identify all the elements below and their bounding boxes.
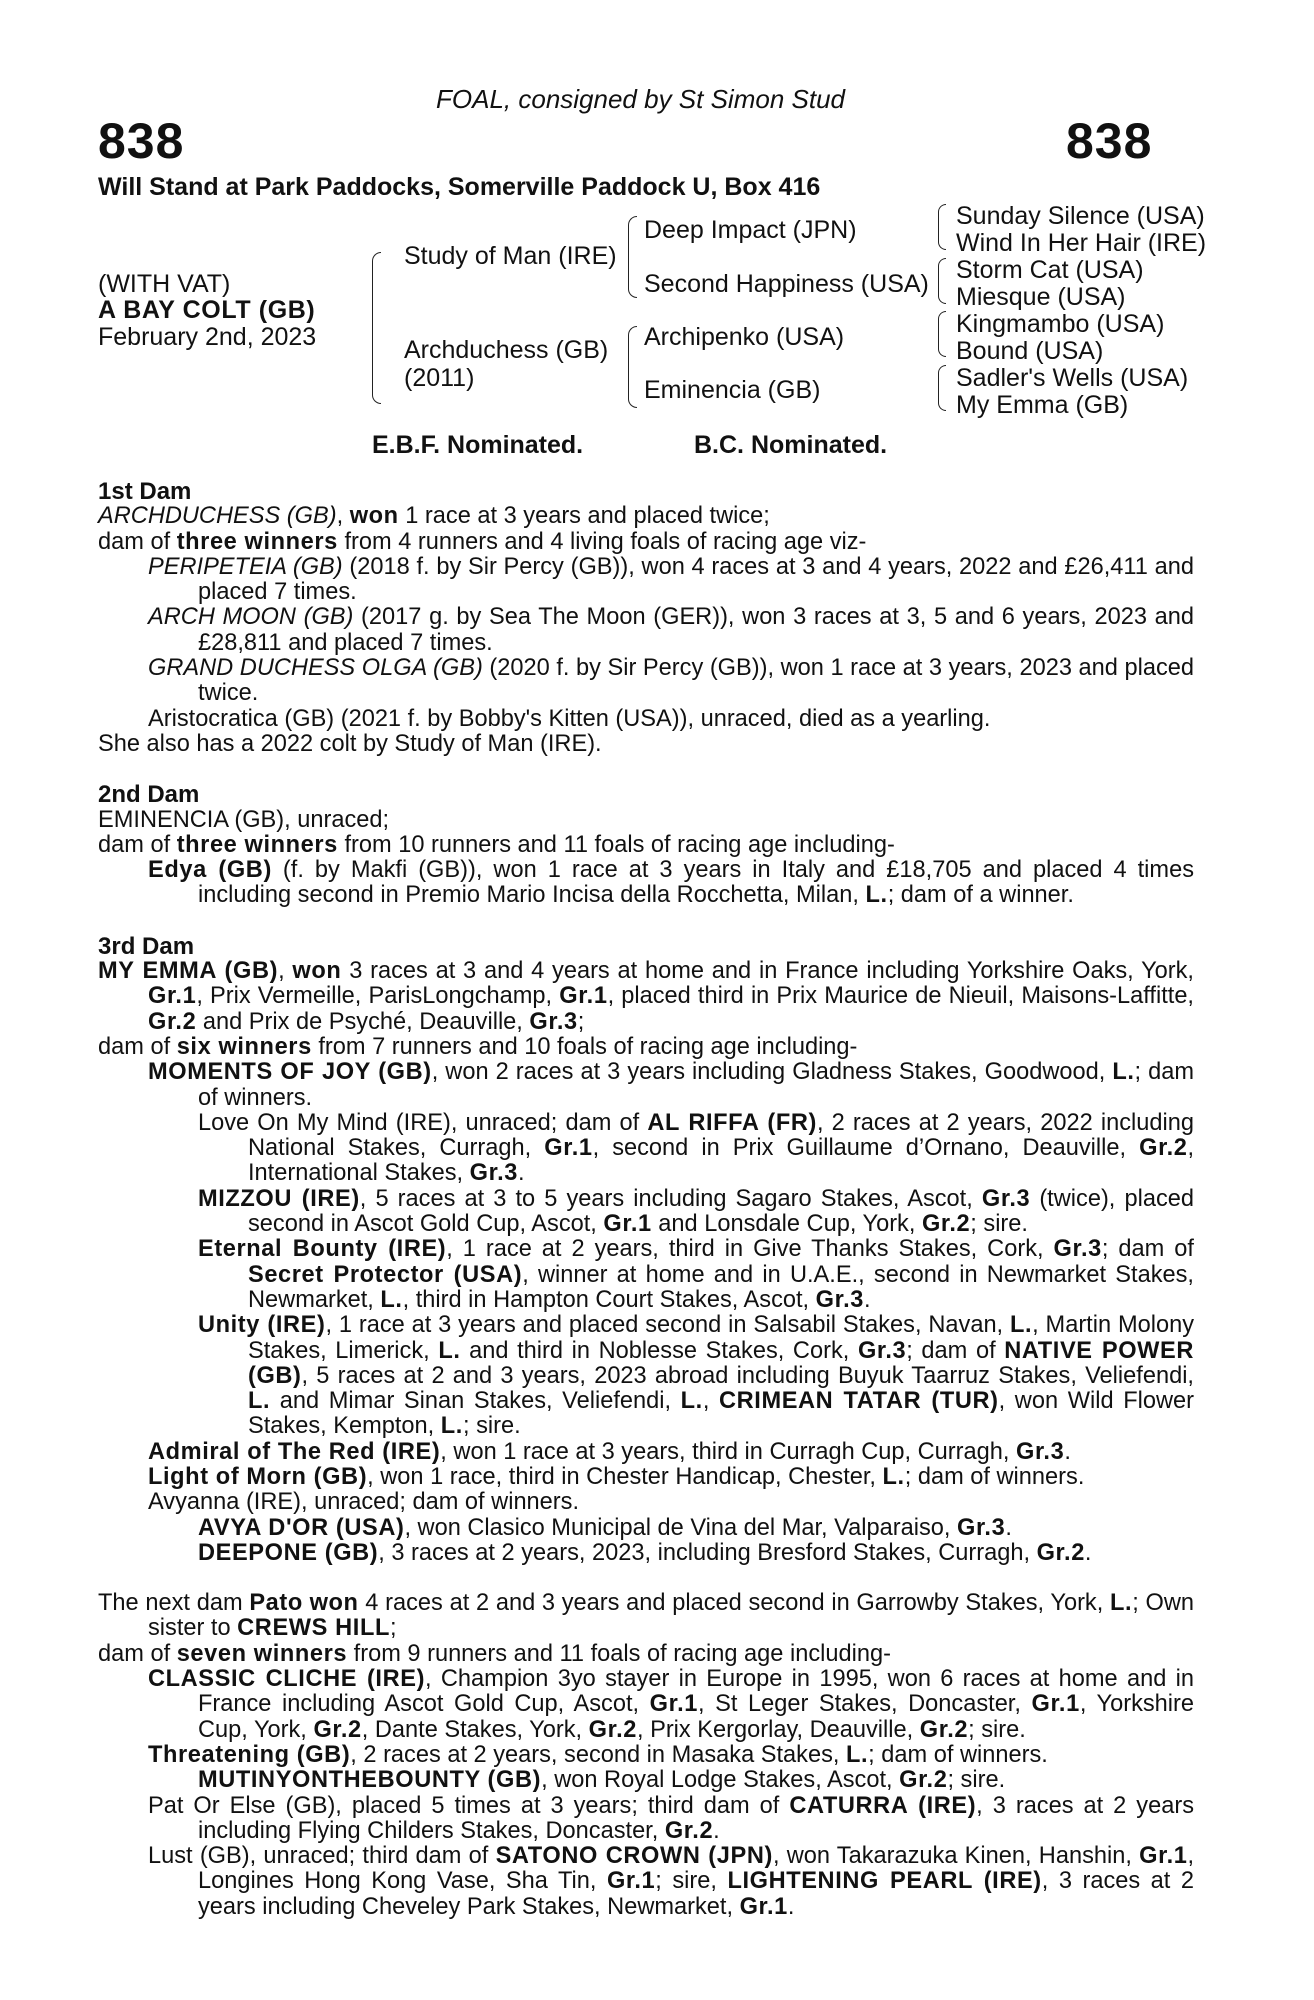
produce-mutinyonthebounty [98, 1768, 1194, 1793]
text: , won Wild Flower Stakes, Kempton, [248, 1388, 1194, 1440]
produce-mizzou [98, 1187, 1194, 1238]
text: Love On My Mind (IRE), unraced; dam of [198, 1109, 648, 1136]
second-dam-heading: 2nd Dam [98, 781, 200, 809]
first-dam-line: ARCHDUCHESS (GB), won 1 race at 3 years and placed twice; [98, 503, 770, 530]
lot-number-right: 838 [1066, 113, 1153, 169]
second-dam-line: EMINENCIA (GB), unraced; [98, 806, 390, 833]
produce-moments-of-joy [98, 1060, 1194, 1111]
stand-line: Will Stand at Park Paddocks, Somerville Paddock U, Box 416 [98, 173, 821, 201]
listed-tag: L. [882, 1463, 905, 1490]
produce-name: Edya (GB) [148, 857, 272, 884]
group-tag: Gr.1 [148, 983, 197, 1010]
text: , won Clasico Municipal de Vina del Mar, Valparaiso, [404, 1514, 957, 1541]
produce-name: Threatening (GB) [148, 1741, 351, 1768]
text: , second in Prix Guillaume d’Ornano, Deauville, [592, 1135, 1140, 1162]
produce-name: AVYA D'OR (USA) [198, 1514, 405, 1541]
text: dam of [98, 1640, 177, 1667]
pedigree-sss: Sunday Silence (USA) [956, 202, 1205, 230]
produce-name: MUTINYONTHEBOUNTY (GB) [198, 1767, 542, 1794]
third-dam-name: MY EMMA (GB) [98, 958, 279, 985]
produce-name: Admiral of The Red (IRE) [148, 1438, 441, 1465]
listed-tag: L. [1009, 1312, 1033, 1339]
text: and third in Noblesse Stakes, Cork, [460, 1337, 858, 1364]
second-dam-produce-line [98, 833, 1194, 858]
pedigree-sire-sire: Deep Impact (JPN) [644, 216, 857, 244]
text: , won 1 race, third in Chester Handicap, Chester, [367, 1463, 883, 1490]
group-tag: Gr.3 [957, 1514, 1006, 1541]
text: , 1 race at 2 years, third in Give Thanks Stakes, Cork, [446, 1236, 1054, 1263]
produce-name: Unity (IRE) [198, 1312, 326, 1339]
text: ; dam of winners. [904, 1463, 1085, 1490]
group-tag: Gr.3 [1053, 1236, 1102, 1263]
winners-count: three winners [176, 831, 338, 858]
produce-threatening [98, 1743, 1194, 1768]
text: , Champion 3yo stayer in Europe in 1995, won 6 races at home and in France including Ascot Gold Cup, Ascot, [198, 1666, 1195, 1718]
group-tag: Gr.2 [1036, 1539, 1085, 1566]
text: , Martin Molony Stakes, Limerick, [248, 1312, 1194, 1364]
text: , Dante Stakes, York, [361, 1716, 589, 1743]
produce-eternal-bounty [98, 1237, 1194, 1313]
text: . [1084, 1539, 1092, 1566]
text: Lust (GB), unraced; third dam of [148, 1843, 496, 1870]
text: (twice), placed second in Ascot Gold Cup, Ascot, [248, 1185, 1194, 1238]
lot-number-left: 838 [98, 113, 185, 169]
first-dam-also: She also has a 2022 colt by Study of Man (IRE). [98, 730, 602, 757]
produce-name: AL RIFFA (FR) [647, 1109, 817, 1136]
produce-name: Eternal Bounty (IRE) [198, 1236, 447, 1263]
text: and Mimar Sinan Stakes, Veliefendi, [270, 1388, 681, 1415]
group-tag: Gr.3 [857, 1337, 907, 1364]
group-tag: Gr.1 [1139, 1843, 1188, 1870]
first-dam-heading: 1st Dam [98, 478, 192, 505]
text: ; dam of [1101, 1236, 1194, 1263]
third-dam-produce-line [98, 1035, 1194, 1060]
text: ; sire. [462, 1413, 521, 1440]
listed-tag: L. [440, 1413, 463, 1440]
next-dam-produce-line [98, 1642, 1194, 1667]
text: , winner at home and in U.A.E., second in Newmarket Stakes, Newmarket, [248, 1261, 1194, 1313]
produce-name: MIZZOU (IRE) [198, 1185, 360, 1212]
group-tag: Gr.1 [603, 1211, 652, 1238]
text: The next dam [98, 1590, 250, 1617]
text: , 3 races at 2 years, 2023, including Bresford Stakes, Curragh, [378, 1539, 1037, 1566]
produce-name: DEEPONE (GB) [198, 1539, 379, 1566]
text: . [1005, 1514, 1012, 1541]
produce-record: (2020 f. by Sir Percy (GB)), won 1 race at 3 years, 2023 and placed twice. [198, 655, 1194, 707]
produce-lust [98, 1844, 1194, 1920]
text: , Prix Vermeille, ParisLongchamp, [196, 983, 560, 1010]
produce-record: (2017 g. by Sea The Moon (GER)), won 3 races at 3, 5 and 6 years, 2023 and £28,811 and placed 7 times. [198, 604, 1194, 656]
listed-tag: L. [380, 1286, 403, 1313]
group-tag: Gr.2 [664, 1817, 714, 1844]
text: , Prix Kergorlay, Deauville, [636, 1716, 920, 1743]
text: . [517, 1160, 525, 1187]
pedigree-sds: Storm Cat (USA) [956, 256, 1144, 284]
text: , 2 races at 2 years, second in Masaka Stakes, [350, 1741, 846, 1768]
text: , 3 races at 2 years including Flying Childers Stakes, Doncaster, [198, 1792, 1194, 1844]
group-tag: Gr.1 [739, 1893, 788, 1920]
text: (f. by Makfi (GB)), won 1 race at 3 years in Italy and £18,705 and placed 4 times including second in Premio Mario Incisa della Rocchetta, Milan, [198, 857, 1194, 909]
catalogue-body [98, 479, 1194, 1920]
group-tag: Gr.2 [921, 1211, 971, 1238]
pedigree-dam: Archduchess (GB) [404, 336, 609, 364]
group-tag: Gr.2 [313, 1716, 362, 1743]
produce-name: MOMENTS OF JOY (GB) [148, 1059, 432, 1086]
group-tag: Gr.1 [649, 1691, 698, 1718]
pedigree-dam-year: (2011) [404, 364, 475, 392]
listed-tag: L. [680, 1388, 703, 1415]
text: from 9 runners and 11 foals of racing age including- [347, 1640, 891, 1667]
pedigree-dss: Kingmambo (USA) [956, 310, 1165, 338]
text: . [713, 1817, 720, 1844]
text: , 5 races at 3 to 5 years including Sagaro Stakes, Ascot, [359, 1185, 982, 1212]
next-dam-line [98, 1591, 1194, 1642]
produce-name: ARCH MOON (GB) [148, 604, 354, 631]
vat-label: (WITH VAT) [98, 270, 231, 298]
text: ; sire, [655, 1868, 728, 1895]
text: ; Own sister to [148, 1590, 1194, 1642]
produce-name: PERIPETEIA (GB) [148, 553, 343, 580]
group-tag: Gr.2 [588, 1716, 637, 1743]
text: 3 races at 3 and 4 years at home and in France including Yorkshire Oaks, York, [341, 958, 1194, 985]
pedigree-ddd: My Emma (GB) [956, 391, 1129, 419]
produce-name: SATONO CROWN (JPN) [495, 1843, 773, 1870]
pedigree-dam-sire: Archipenko (USA) [644, 323, 845, 351]
group-tag: Gr.1 [1031, 1691, 1080, 1718]
text: ; dam of winners. [868, 1741, 1048, 1768]
pedigree-brace-ds [938, 311, 946, 357]
text: , Yorkshire Cup, York, [198, 1691, 1194, 1743]
pedigree-brace-main [372, 252, 381, 404]
winners-count: seven winners [176, 1640, 348, 1667]
group-tag: Gr.3 [1016, 1438, 1065, 1465]
listed-tag: L. [1110, 1590, 1133, 1617]
produce-edya [98, 858, 1194, 909]
text: , International Stakes, [248, 1135, 1195, 1187]
pedigree-sire-dam: Second Happiness (USA) [644, 270, 929, 298]
text: , won Takarazuka Kinen, Hanshin, [772, 1843, 1140, 1870]
produce-deepone [98, 1541, 1194, 1566]
pedigree-brace-dd [938, 365, 946, 411]
text: ; sire. [970, 1211, 1028, 1238]
group-tag: Gr.3 [469, 1160, 518, 1187]
text: . [787, 1893, 795, 1920]
winners-count: three winners [176, 528, 338, 555]
text: . [1064, 1438, 1071, 1465]
produce-light-of-morn [98, 1465, 1194, 1490]
text: , 1 race at 3 years and placed second in Salsabil Stakes, Navan, [325, 1312, 1010, 1339]
group-tag: Gr.3 [815, 1286, 864, 1313]
text: ; sire. [968, 1716, 1026, 1743]
listed-tag: L. [1112, 1059, 1135, 1086]
produce-grand-duchess-olga [98, 656, 1194, 707]
first-dam-name: ARCHDUCHESS (GB) [98, 503, 337, 530]
text: , won 2 races at 3 years including Gladness Stakes, Goodwood, [431, 1059, 1113, 1086]
produce-name: CRIMEAN TATAR (TUR) [719, 1388, 999, 1415]
text: and Lonsdale Cup, York, [651, 1211, 922, 1238]
text: ; [577, 1008, 585, 1035]
text: from 7 runners and 10 foals of racing age including- [311, 1033, 858, 1060]
sister-name: CREWS HILL [237, 1615, 390, 1642]
text: ; [389, 1615, 397, 1642]
produce-pat-or-else [98, 1794, 1194, 1845]
produce-name: CATURRA (IRE) [789, 1792, 977, 1819]
group-tag: Gr.2 [899, 1767, 948, 1794]
text: ; dam of [906, 1337, 1005, 1364]
text: , Longines Hong Kong Vase, Sha Tin, [198, 1843, 1195, 1895]
text: , third in Hampton Court Stakes, Ascot, [402, 1286, 816, 1313]
group-tag: Gr.1 [559, 983, 608, 1010]
produce-arch-moon [98, 605, 1194, 656]
produce-peripeteia [98, 555, 1194, 606]
winners-count: six winners [176, 1033, 312, 1060]
produce-name: Secret Protector (USA) [248, 1261, 523, 1288]
group-tag: Gr.2 [148, 1008, 197, 1035]
listed-tag: L. [438, 1337, 461, 1364]
group-tag: Gr.1 [544, 1135, 593, 1162]
pedigree-dsd: Bound (USA) [956, 337, 1104, 365]
produce-aristocratica: Aristocratica (GB) (2021 f. by Bobby's Kitten (USA)), unraced, died as a yearling. [148, 705, 991, 732]
foaling-date: February 2nd, 2023 [98, 323, 317, 351]
produce-unity [98, 1313, 1194, 1439]
text: ; sire. [947, 1767, 1006, 1794]
produce-admiral-of-the-red [98, 1440, 1194, 1465]
text: from 4 runners and 4 living foals of racing age viz- [337, 528, 867, 555]
produce-love-on-my-mind [98, 1111, 1194, 1187]
text: dam of [98, 1033, 177, 1060]
produce-name: LIGHTENING PEARL (IRE) [727, 1868, 1042, 1895]
produce-name: NATIVE POWER (GB) [248, 1337, 1194, 1389]
text: . [863, 1286, 871, 1313]
text: dam of [98, 528, 177, 555]
group-tag: Gr.2 [919, 1716, 969, 1743]
produce-avyanna: Avyanna (IRE), unraced; dam of winners. [148, 1489, 580, 1516]
produce-record: (2018 f. by Sir Percy (GB)), won 4 races at 3 and 4 years, 2022 and £26,411 and placed 7 times. [198, 553, 1195, 606]
produce-avya-dor [98, 1516, 1194, 1541]
pedigree-dds: Sadler's Wells (USA) [956, 364, 1189, 392]
text: ; dam of winners. [198, 1059, 1194, 1111]
text: , placed third in Prix Maurice de Nieuil, Maisons-Laffitte, [607, 983, 1194, 1010]
text: , won Royal Lodge Stakes, Ascot, [541, 1767, 900, 1794]
third-dam-heading: 3rd Dam [98, 932, 195, 960]
pedigree-brace-sd [938, 258, 946, 304]
group-tag: Gr.3 [529, 1008, 578, 1035]
listed-tag: L. [846, 1741, 869, 1768]
horse-name: A BAY COLT (GB) [98, 296, 316, 324]
text: , won 1 race at 3 years, third in Curragh Cup, Curragh, [440, 1438, 1016, 1465]
text: 4 races at 2 and 3 years and placed second in Garrowby Stakes, York, [358, 1590, 1111, 1617]
text: , St Leger Stakes, Doncaster, [697, 1691, 1032, 1718]
pedigree-sdd: Miesque (USA) [956, 283, 1126, 311]
won-label: won [349, 503, 399, 530]
pedigree-brace-ss [938, 204, 946, 250]
group-tag: Gr.2 [1139, 1135, 1188, 1162]
produce-name: CLASSIC CLICHE (IRE) [148, 1666, 426, 1693]
text: ; dam of a winner. [887, 882, 1074, 909]
group-tag: Gr.3 [981, 1185, 1031, 1212]
pedigree-sire: Study of Man (IRE) [404, 242, 617, 270]
text: from 10 runners and 11 foals of racing age including- [337, 831, 895, 858]
third-dam-line: MY EMMA (GB), won 3 races at 3 and 4 years at home and in France including Yorkshire Oaks, York, Gr.1, Prix Vermeille, ParisLongchamp, Gr.1, placed third in Prix Maurice de Nieuil, Maisons-Laffitte, Gr.2 and Prix de Psyché, Deauville, Gr.3; [98, 958, 1194, 1035]
text: , [702, 1388, 720, 1415]
won-label: won [292, 958, 342, 985]
next-dam-name: Pato [249, 1590, 303, 1617]
ebf-nomination: E.B.F. Nominated. [372, 431, 584, 459]
produce-name: GRAND DUCHESS OLGA (GB) [148, 655, 483, 682]
won-label: won [309, 1590, 359, 1617]
first-dam-record: 1 race at 3 years and placed twice; [398, 503, 770, 530]
pedigree-dam-dam: Eminencia (GB) [644, 376, 821, 404]
produce-name: Light of Morn (GB) [148, 1463, 368, 1490]
pedigree-brace-dam [628, 326, 637, 408]
text: , 5 races at 2 and 3 years, 2023 abroad including Buyuk Taarruz Stakes, Veliefendi, [301, 1362, 1194, 1389]
text: , 3 races at 2 years including Cheveley Park Stakes, Newmarket, [198, 1868, 1194, 1920]
pedigree-ssd: Wind In Her Hair (IRE) [956, 229, 1207, 257]
bc-nomination: B.C. Nominated. [694, 431, 888, 459]
produce-classic-cliche [98, 1667, 1194, 1743]
pedigree-brace-sire [628, 216, 637, 298]
consigned-line: FOAL, consigned by St Simon Stud [436, 84, 845, 114]
text: Pat Or Else (GB), placed 5 times at 3 years; third dam of [148, 1792, 790, 1819]
group-tag: Gr.1 [606, 1868, 656, 1895]
listed-tag: L. [248, 1388, 271, 1415]
text: and Prix de Psyché, Deauville, [196, 1008, 530, 1035]
text: dam of [98, 831, 177, 858]
text: , 2 races at 2 years, 2022 including National Stakes, Curragh, [248, 1109, 1194, 1162]
listed-tag: L. [865, 882, 888, 909]
first-dam-produce-line [98, 530, 1194, 555]
